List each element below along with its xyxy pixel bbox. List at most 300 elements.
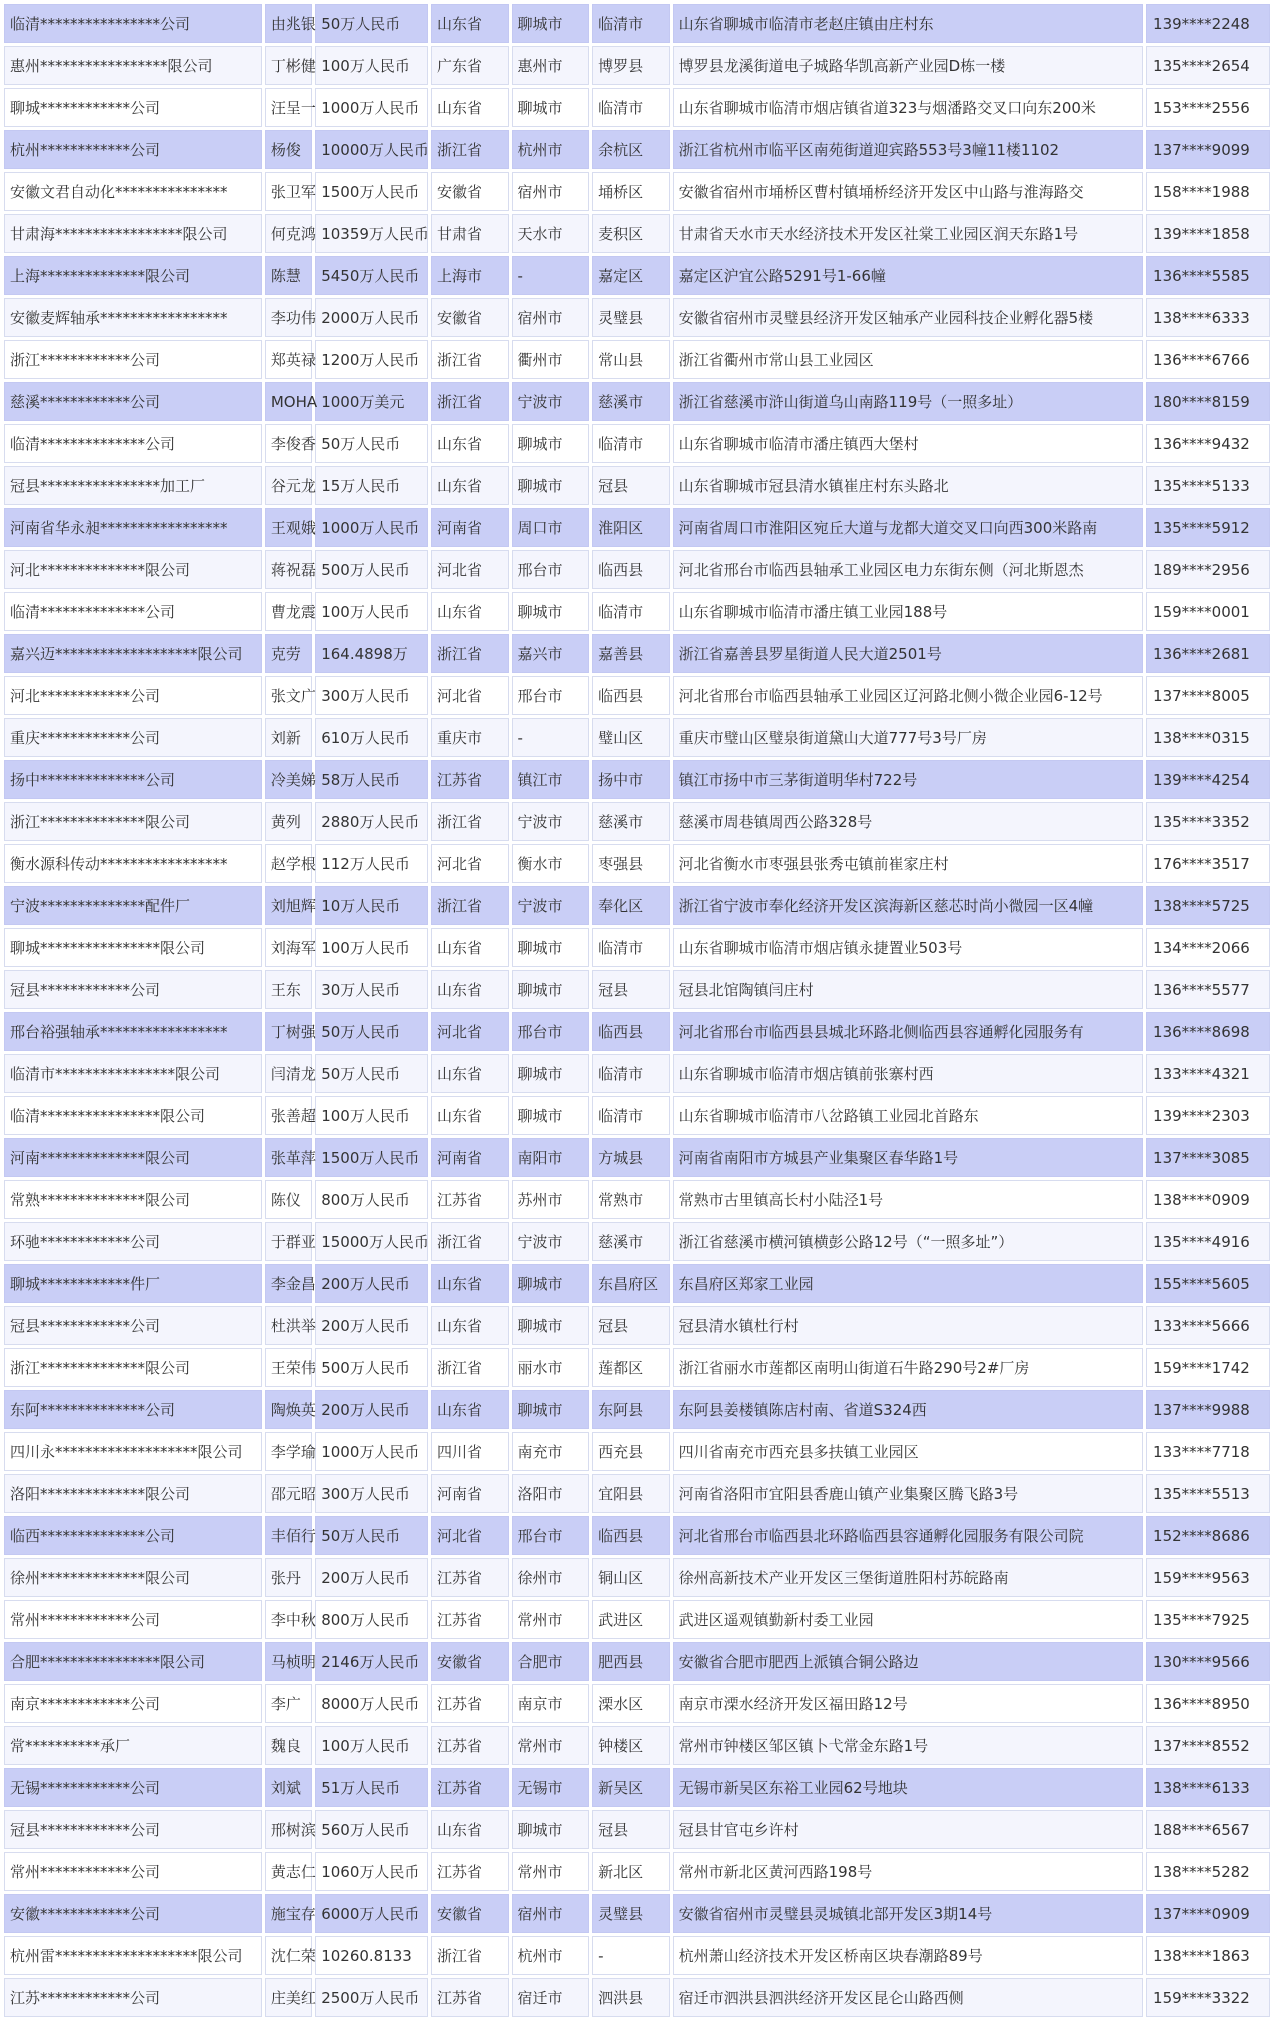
company-name-cell: 洛阳**************限公司 bbox=[4, 1474, 262, 1513]
province-cell: 河北省 bbox=[431, 550, 509, 589]
phone-cell: 138****5725 bbox=[1146, 886, 1270, 925]
city-cell: 南阳市 bbox=[512, 1138, 590, 1177]
legal-person-cell: 张文广 bbox=[265, 676, 312, 715]
company-table bbox=[4, 4, 1276, 2017]
province-cell: 安徽省 bbox=[431, 1894, 509, 1933]
legal-person-cell: 魏良 bbox=[265, 1726, 312, 1765]
registered-capital-cell: 10000万人民币 bbox=[315, 130, 428, 169]
registered-capital-cell: 300万人民币 bbox=[315, 1474, 428, 1513]
phone-cell: 139****1858 bbox=[1146, 214, 1270, 253]
registered-capital-cell: 500万人民币 bbox=[315, 1348, 428, 1387]
address-cell: 慈溪市周巷镇周西公路328号 bbox=[673, 802, 1143, 841]
legal-person-cell: 蒋祝磊 bbox=[265, 550, 312, 589]
address-cell: 河北省邢台市临西县县城北环路北侧临西县容通孵化园服务有 bbox=[673, 1012, 1143, 1051]
company-name-cell: 聊城************件厂 bbox=[4, 1264, 262, 1303]
legal-person-cell: 由兆银 bbox=[265, 4, 312, 43]
district-cell: 临西县 bbox=[592, 1516, 670, 1555]
district-cell: 奉化区 bbox=[592, 886, 670, 925]
legal-person-cell: 冷美娣 bbox=[265, 760, 312, 799]
company-name-cell: 衡水源科传动***************** bbox=[4, 844, 262, 883]
district-cell: 常熟市 bbox=[592, 1180, 670, 1219]
province-cell: 山东省 bbox=[431, 1096, 509, 1135]
phone-cell: 152****8686 bbox=[1146, 1516, 1270, 1555]
table-row bbox=[4, 1138, 1270, 1177]
registered-capital-cell: 200万人民币 bbox=[315, 1306, 428, 1345]
phone-cell: 138****0909 bbox=[1146, 1180, 1270, 1219]
registered-capital-cell: 15000万人民币 bbox=[315, 1222, 428, 1261]
address-cell: 浙江省丽水市莲都区南明山街道石牛路290号2#厂房 bbox=[673, 1348, 1143, 1387]
registered-capital-cell: 1500万人民币 bbox=[315, 1138, 428, 1177]
table-row bbox=[4, 466, 1270, 505]
district-cell: 临清市 bbox=[592, 1096, 670, 1135]
district-cell: 冠县 bbox=[592, 1306, 670, 1345]
phone-cell: 136****5585 bbox=[1146, 256, 1270, 295]
address-cell: 杭州萧山经济技术开发区桥南区块春潮路89号 bbox=[673, 1936, 1143, 1975]
table-row bbox=[4, 1894, 1270, 1933]
district-cell: 东昌府区 bbox=[592, 1264, 670, 1303]
address-cell: 博罗县龙溪街道电子城路华凯高新产业园D栋一楼 bbox=[673, 46, 1143, 85]
phone-cell: 139****2303 bbox=[1146, 1096, 1270, 1135]
legal-person-cell: 李中秋 bbox=[265, 1600, 312, 1639]
city-cell: 洛阳市 bbox=[512, 1474, 590, 1513]
registered-capital-cell: 50万人民币 bbox=[315, 1012, 428, 1051]
company-name-cell: 嘉兴迈*******************限公司 bbox=[4, 634, 262, 673]
address-cell: 冠县甘官屯乡许村 bbox=[673, 1810, 1143, 1849]
province-cell: 安徽省 bbox=[431, 298, 509, 337]
registered-capital-cell: 15万人民币 bbox=[315, 466, 428, 505]
city-cell: 宁波市 bbox=[512, 382, 590, 421]
phone-cell: 139****2248 bbox=[1146, 4, 1270, 43]
province-cell: 广东省 bbox=[431, 46, 509, 85]
address-cell: 河北省邢台市临西县轴承工业园区电力东街东侧（河北斯恩杰 bbox=[673, 550, 1143, 589]
legal-person-cell: 丰佰行 bbox=[265, 1516, 312, 1555]
table-row bbox=[4, 928, 1270, 967]
registered-capital-cell: 2880万人民币 bbox=[315, 802, 428, 841]
phone-cell: 188****6567 bbox=[1146, 1810, 1270, 1849]
address-cell: 嘉定区沪宜公路5291号1-66幢 bbox=[673, 256, 1143, 295]
address-cell: 浙江省慈溪市横河镇横彭公路12号（“一照多址”） bbox=[673, 1222, 1143, 1261]
registered-capital-cell: 800万人民币 bbox=[315, 1600, 428, 1639]
province-cell: 浙江省 bbox=[431, 1222, 509, 1261]
legal-person-cell: 张卫军 bbox=[265, 172, 312, 211]
legal-person-cell: 刘旭辉 bbox=[265, 886, 312, 925]
district-cell: 临西县 bbox=[592, 550, 670, 589]
province-cell: 河南省 bbox=[431, 1138, 509, 1177]
table-row bbox=[4, 1642, 1270, 1681]
table-row bbox=[4, 1432, 1270, 1471]
city-cell: 聊城市 bbox=[512, 88, 590, 127]
province-cell: 山东省 bbox=[431, 466, 509, 505]
phone-cell: 134****2066 bbox=[1146, 928, 1270, 967]
phone-cell: 137****8005 bbox=[1146, 676, 1270, 715]
registered-capital-cell: 58万人民币 bbox=[315, 760, 428, 799]
legal-person-cell: 李广 bbox=[265, 1684, 312, 1723]
legal-person-cell: 张善超 bbox=[265, 1096, 312, 1135]
company-name-cell: 常州************公司 bbox=[4, 1600, 262, 1639]
province-cell: 江苏省 bbox=[431, 1180, 509, 1219]
province-cell: 重庆市 bbox=[431, 718, 509, 757]
registered-capital-cell: 10260.8133 bbox=[315, 1936, 428, 1975]
address-cell: 甘肃省天水市天水经济技术开发区社棠工业园区润天东路1号 bbox=[673, 214, 1143, 253]
province-cell: 山东省 bbox=[431, 88, 509, 127]
district-cell: 淮阳区 bbox=[592, 508, 670, 547]
legal-person-cell: MOHA bbox=[265, 382, 312, 421]
company-name-cell: 临清市****************限公司 bbox=[4, 1054, 262, 1093]
phone-cell: 136****6766 bbox=[1146, 340, 1270, 379]
registered-capital-cell: 500万人民币 bbox=[315, 550, 428, 589]
city-cell: 邢台市 bbox=[512, 550, 590, 589]
legal-person-cell: 郑英禄 bbox=[265, 340, 312, 379]
phone-cell: 138****6133 bbox=[1146, 1768, 1270, 1807]
province-cell: 山东省 bbox=[431, 1306, 509, 1345]
table-row bbox=[4, 718, 1270, 757]
phone-cell: 159****3322 bbox=[1146, 1978, 1270, 2017]
address-cell: 东昌府区郑家工业园 bbox=[673, 1264, 1143, 1303]
table-row bbox=[4, 1978, 1270, 2017]
company-name-cell: 安徽麦辉轴承***************** bbox=[4, 298, 262, 337]
registered-capital-cell: 10万人民币 bbox=[315, 886, 428, 925]
province-cell: 甘肃省 bbox=[431, 214, 509, 253]
company-name-cell: 无锡************公司 bbox=[4, 1768, 262, 1807]
phone-cell: 189****2956 bbox=[1146, 550, 1270, 589]
legal-person-cell: 丁树强 bbox=[265, 1012, 312, 1051]
district-cell: 常山县 bbox=[592, 340, 670, 379]
legal-person-cell: 王观娥 bbox=[265, 508, 312, 547]
address-cell: 浙江省衢州市常山县工业园区 bbox=[673, 340, 1143, 379]
legal-person-cell: 赵学根 bbox=[265, 844, 312, 883]
province-cell: 山东省 bbox=[431, 970, 509, 1009]
company-name-cell: 冠县************公司 bbox=[4, 970, 262, 1009]
company-name-cell: 临清**************公司 bbox=[4, 592, 262, 631]
legal-person-cell: 马桢明 bbox=[265, 1642, 312, 1681]
district-cell: 东阿县 bbox=[592, 1390, 670, 1429]
company-name-cell: 冠县****************加工厂 bbox=[4, 466, 262, 505]
city-cell: 宿州市 bbox=[512, 1894, 590, 1933]
legal-person-cell: 施宝存 bbox=[265, 1894, 312, 1933]
table-row bbox=[4, 508, 1270, 547]
registered-capital-cell: 100万人民币 bbox=[315, 1726, 428, 1765]
phone-cell: 135****4916 bbox=[1146, 1222, 1270, 1261]
table-row bbox=[4, 340, 1270, 379]
company-name-cell: 重庆************公司 bbox=[4, 718, 262, 757]
address-cell: 河北省邢台市临西县轴承工业园区辽河路北侧小微企业园6-12号 bbox=[673, 676, 1143, 715]
city-cell: 常州市 bbox=[512, 1852, 590, 1891]
address-cell: 宿迁市泗洪县泗洪经济开发区昆仑山路西侧 bbox=[673, 1978, 1143, 2017]
phone-cell: 136****8950 bbox=[1146, 1684, 1270, 1723]
city-cell: 无锡市 bbox=[512, 1768, 590, 1807]
city-cell: 邢台市 bbox=[512, 1012, 590, 1051]
city-cell: 惠州市 bbox=[512, 46, 590, 85]
address-cell: 山东省聊城市临清市烟店镇省道323与烟潘路交叉口向东200米 bbox=[673, 88, 1143, 127]
phone-cell: 155****5605 bbox=[1146, 1264, 1270, 1303]
city-cell: 嘉兴市 bbox=[512, 634, 590, 673]
province-cell: 江苏省 bbox=[431, 1768, 509, 1807]
district-cell: 枣强县 bbox=[592, 844, 670, 883]
province-cell: 浙江省 bbox=[431, 634, 509, 673]
registered-capital-cell: 610万人民币 bbox=[315, 718, 428, 757]
district-cell: 临西县 bbox=[592, 1012, 670, 1051]
table-row bbox=[4, 1474, 1270, 1513]
legal-person-cell: 陈仪 bbox=[265, 1180, 312, 1219]
district-cell: 扬中市 bbox=[592, 760, 670, 799]
company-name-cell: 邢台裕强轴承***************** bbox=[4, 1012, 262, 1051]
registered-capital-cell: 100万人民币 bbox=[315, 592, 428, 631]
phone-cell: 130****9566 bbox=[1146, 1642, 1270, 1681]
legal-person-cell: 李学瑜 bbox=[265, 1432, 312, 1471]
registered-capital-cell: 300万人民币 bbox=[315, 676, 428, 715]
district-cell: 博罗县 bbox=[592, 46, 670, 85]
city-cell: 聊城市 bbox=[512, 1810, 590, 1849]
table-row bbox=[4, 592, 1270, 631]
city-cell: 聊城市 bbox=[512, 592, 590, 631]
company-name-cell: 环驰************公司 bbox=[4, 1222, 262, 1261]
city-cell: 天水市 bbox=[512, 214, 590, 253]
registered-capital-cell: 200万人民币 bbox=[315, 1264, 428, 1303]
phone-cell: 135****5912 bbox=[1146, 508, 1270, 547]
legal-person-cell: 刘海军 bbox=[265, 928, 312, 967]
city-cell: 宁波市 bbox=[512, 886, 590, 925]
district-cell: 慈溪市 bbox=[592, 382, 670, 421]
legal-person-cell: 克劳 bbox=[265, 634, 312, 673]
phone-cell: 136****5577 bbox=[1146, 970, 1270, 1009]
legal-person-cell: 刘斌 bbox=[265, 1768, 312, 1807]
district-cell: 临西县 bbox=[592, 676, 670, 715]
address-cell: 常州市新北区黄河西路198号 bbox=[673, 1852, 1143, 1891]
city-cell: 衢州市 bbox=[512, 340, 590, 379]
company-name-cell: 安徽************公司 bbox=[4, 1894, 262, 1933]
city-cell: 聊城市 bbox=[512, 970, 590, 1009]
company-name-cell: 杭州雷*******************限公司 bbox=[4, 1936, 262, 1975]
district-cell: 泗洪县 bbox=[592, 1978, 670, 2017]
table-row bbox=[4, 1306, 1270, 1345]
table-row bbox=[4, 1726, 1270, 1765]
legal-person-cell: 杨俊 bbox=[265, 130, 312, 169]
registered-capital-cell: 2146万人民币 bbox=[315, 1642, 428, 1681]
province-cell: 河北省 bbox=[431, 1012, 509, 1051]
company-name-cell: 江苏************公司 bbox=[4, 1978, 262, 2017]
company-name-cell: 冠县************公司 bbox=[4, 1810, 262, 1849]
city-cell: - bbox=[512, 718, 590, 757]
table-row bbox=[4, 760, 1270, 799]
address-cell: 山东省聊城市临清市烟店镇前张寨村西 bbox=[673, 1054, 1143, 1093]
legal-person-cell: 汪呈一 bbox=[265, 88, 312, 127]
phone-cell: 159****0001 bbox=[1146, 592, 1270, 631]
province-cell: 浙江省 bbox=[431, 1348, 509, 1387]
district-cell: 冠县 bbox=[592, 1810, 670, 1849]
province-cell: 山东省 bbox=[431, 1810, 509, 1849]
registered-capital-cell: 1500万人民币 bbox=[315, 172, 428, 211]
registered-capital-cell: 10359万人民币 bbox=[315, 214, 428, 253]
legal-person-cell: 谷元龙 bbox=[265, 466, 312, 505]
province-cell: 河北省 bbox=[431, 844, 509, 883]
phone-cell: 180****8159 bbox=[1146, 382, 1270, 421]
table-row bbox=[4, 634, 1270, 673]
company-name-cell: 慈溪************公司 bbox=[4, 382, 262, 421]
city-cell: 宿州市 bbox=[512, 172, 590, 211]
company-name-cell: 常熟**************限公司 bbox=[4, 1180, 262, 1219]
address-cell: 安徽省合肥市肥西上派镇合铜公路边 bbox=[673, 1642, 1143, 1681]
phone-cell: 138****1863 bbox=[1146, 1936, 1270, 1975]
province-cell: 江苏省 bbox=[431, 1726, 509, 1765]
table-row bbox=[4, 1810, 1270, 1849]
legal-person-cell: 黄志仁 bbox=[265, 1852, 312, 1891]
company-name-cell: 徐州**************限公司 bbox=[4, 1558, 262, 1597]
province-cell: 四川省 bbox=[431, 1432, 509, 1471]
company-name-cell: 常**********承厂 bbox=[4, 1726, 262, 1765]
registered-capital-cell: 1000万人民币 bbox=[315, 508, 428, 547]
city-cell: 聊城市 bbox=[512, 424, 590, 463]
phone-cell: 138****5282 bbox=[1146, 1852, 1270, 1891]
district-cell: 临清市 bbox=[592, 592, 670, 631]
table-row bbox=[4, 844, 1270, 883]
registered-capital-cell: 6000万人民币 bbox=[315, 1894, 428, 1933]
city-cell: 聊城市 bbox=[512, 466, 590, 505]
table-row bbox=[4, 4, 1270, 43]
registered-capital-cell: 2500万人民币 bbox=[315, 1978, 428, 2017]
province-cell: 江苏省 bbox=[431, 1684, 509, 1723]
province-cell: 浙江省 bbox=[431, 382, 509, 421]
phone-cell: 133****7718 bbox=[1146, 1432, 1270, 1471]
legal-person-cell: 王荣伟 bbox=[265, 1348, 312, 1387]
city-cell: 宿迁市 bbox=[512, 1978, 590, 2017]
table-row bbox=[4, 1054, 1270, 1093]
legal-person-cell: 邢树滨 bbox=[265, 1810, 312, 1849]
district-cell: 埇桥区 bbox=[592, 172, 670, 211]
company-name-cell: 临西**************公司 bbox=[4, 1516, 262, 1555]
company-name-cell: 上海**************限公司 bbox=[4, 256, 262, 295]
province-cell: 山东省 bbox=[431, 4, 509, 43]
address-cell: 浙江省嘉善县罗星街道人民大道2501号 bbox=[673, 634, 1143, 673]
phone-cell: 138****0315 bbox=[1146, 718, 1270, 757]
table-row bbox=[4, 1684, 1270, 1723]
table-row bbox=[4, 550, 1270, 589]
registered-capital-cell: 112万人民币 bbox=[315, 844, 428, 883]
table-row bbox=[4, 256, 1270, 295]
table-row bbox=[4, 1264, 1270, 1303]
city-cell: 徐州市 bbox=[512, 1558, 590, 1597]
table-row bbox=[4, 1516, 1270, 1555]
district-cell: 溧水区 bbox=[592, 1684, 670, 1723]
district-cell: 西充县 bbox=[592, 1432, 670, 1471]
province-cell: 浙江省 bbox=[431, 130, 509, 169]
phone-cell: 137****0909 bbox=[1146, 1894, 1270, 1933]
district-cell: 嘉善县 bbox=[592, 634, 670, 673]
table-row bbox=[4, 886, 1270, 925]
registered-capital-cell: 8000万人民币 bbox=[315, 1684, 428, 1723]
table-row bbox=[4, 1558, 1270, 1597]
address-cell: 镇江市扬中市三茅街道明华村722号 bbox=[673, 760, 1143, 799]
legal-person-cell: 王东 bbox=[265, 970, 312, 1009]
phone-cell: 153****2556 bbox=[1146, 88, 1270, 127]
address-cell: 河南省周口市淮阳区宛丘大道与龙都大道交叉口向西300米路南 bbox=[673, 508, 1143, 547]
province-cell: 河南省 bbox=[431, 1474, 509, 1513]
city-cell: 常州市 bbox=[512, 1600, 590, 1639]
province-cell: 山东省 bbox=[431, 592, 509, 631]
table-row bbox=[4, 130, 1270, 169]
phone-cell: 135****2654 bbox=[1146, 46, 1270, 85]
table-row bbox=[4, 424, 1270, 463]
company-name-cell: 聊城************公司 bbox=[4, 88, 262, 127]
company-name-cell: 扬中**************公司 bbox=[4, 760, 262, 799]
city-cell: 聊城市 bbox=[512, 4, 590, 43]
company-name-cell: 合肥****************限公司 bbox=[4, 1642, 262, 1681]
city-cell: 衡水市 bbox=[512, 844, 590, 883]
province-cell: 浙江省 bbox=[431, 886, 509, 925]
table-row bbox=[4, 1012, 1270, 1051]
company-name-cell: 河北************公司 bbox=[4, 676, 262, 715]
registered-capital-cell: 800万人民币 bbox=[315, 1180, 428, 1219]
company-name-cell: 四川永*******************限公司 bbox=[4, 1432, 262, 1471]
company-name-cell: 甘肃海*****************限公司 bbox=[4, 214, 262, 253]
company-name-cell: 临清**************公司 bbox=[4, 424, 262, 463]
city-cell: 聊城市 bbox=[512, 1054, 590, 1093]
city-cell: 聊城市 bbox=[512, 1096, 590, 1135]
legal-person-cell: 刘新 bbox=[265, 718, 312, 757]
legal-person-cell: 杜洪举 bbox=[265, 1306, 312, 1345]
address-cell: 山东省聊城市冠县清水镇崔庄村东头路北 bbox=[673, 466, 1143, 505]
province-cell: 山东省 bbox=[431, 424, 509, 463]
table-row bbox=[4, 1936, 1270, 1975]
table-body bbox=[4, 4, 1270, 2017]
phone-cell: 138****6333 bbox=[1146, 298, 1270, 337]
address-cell: 冠县北馆陶镇闫庄村 bbox=[673, 970, 1143, 1009]
company-name-cell: 河北**************限公司 bbox=[4, 550, 262, 589]
address-cell: 浙江省杭州市临平区南苑街道迎宾路553号3幢11楼1102 bbox=[673, 130, 1143, 169]
table-row bbox=[4, 382, 1270, 421]
province-cell: 安徽省 bbox=[431, 1642, 509, 1681]
company-name-cell: 冠县************公司 bbox=[4, 1306, 262, 1345]
phone-cell: 135****3352 bbox=[1146, 802, 1270, 841]
province-cell: 河北省 bbox=[431, 1516, 509, 1555]
company-name-cell: 聊城****************限公司 bbox=[4, 928, 262, 967]
table-row bbox=[4, 1390, 1270, 1429]
city-cell: 邢台市 bbox=[512, 676, 590, 715]
address-cell: 山东省聊城市临清市烟店镇永捷置业503号 bbox=[673, 928, 1143, 967]
city-cell: 常州市 bbox=[512, 1726, 590, 1765]
registered-capital-cell: 1000万美元 bbox=[315, 382, 428, 421]
registered-capital-cell: 50万人民币 bbox=[315, 1054, 428, 1093]
registered-capital-cell: 1000万人民币 bbox=[315, 1432, 428, 1471]
company-name-cell: 安徽文君自动化*************** bbox=[4, 172, 262, 211]
legal-person-cell: 于群亚 bbox=[265, 1222, 312, 1261]
registered-capital-cell: 30万人民币 bbox=[315, 970, 428, 1009]
table-row bbox=[4, 970, 1270, 1009]
table-row bbox=[4, 1222, 1270, 1261]
district-cell: 新北区 bbox=[592, 1852, 670, 1891]
legal-person-cell: 闫清龙 bbox=[265, 1054, 312, 1093]
province-cell: 浙江省 bbox=[431, 1936, 509, 1975]
company-name-cell: 浙江**************限公司 bbox=[4, 1348, 262, 1387]
district-cell: 灵璧县 bbox=[592, 1894, 670, 1933]
company-name-cell: 惠州*****************限公司 bbox=[4, 46, 262, 85]
table-row bbox=[4, 172, 1270, 211]
legal-person-cell: 李俊香 bbox=[265, 424, 312, 463]
district-cell: 临清市 bbox=[592, 1054, 670, 1093]
district-cell: 临清市 bbox=[592, 4, 670, 43]
phone-cell: 133****5666 bbox=[1146, 1306, 1270, 1345]
phone-cell: 136****9432 bbox=[1146, 424, 1270, 463]
city-cell: 宿州市 bbox=[512, 298, 590, 337]
table-row bbox=[4, 1348, 1270, 1387]
table-row bbox=[4, 1180, 1270, 1219]
district-cell: 武进区 bbox=[592, 1600, 670, 1639]
legal-person-cell: 丁彬健 bbox=[265, 46, 312, 85]
company-name-cell: 东阿**************公司 bbox=[4, 1390, 262, 1429]
province-cell: 浙江省 bbox=[431, 802, 509, 841]
province-cell: 安徽省 bbox=[431, 172, 509, 211]
city-cell: 宁波市 bbox=[512, 1222, 590, 1261]
phone-cell: 133****4321 bbox=[1146, 1054, 1270, 1093]
